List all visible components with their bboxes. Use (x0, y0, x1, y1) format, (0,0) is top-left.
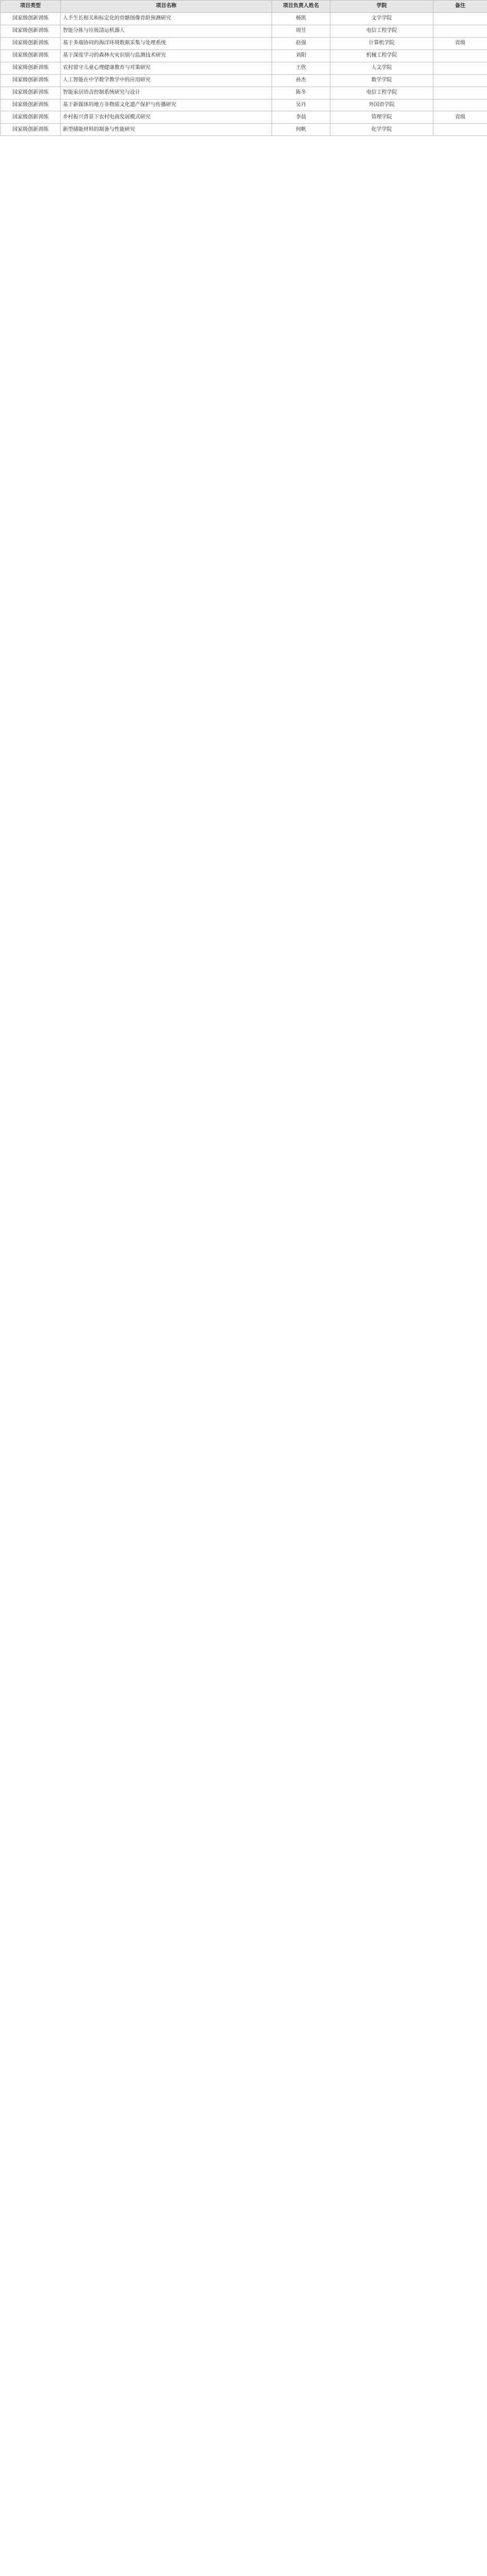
cell-college: 管理学院 (330, 111, 433, 124)
header-project-type: 项目类型 (1, 1, 61, 13)
cell-remark (433, 62, 487, 74)
header-remark: 备注 (433, 1, 487, 13)
cell-leader-name: 王欣 (272, 62, 330, 74)
cell-project-name: 新型储能材料的制备与性能研究 (61, 124, 272, 136)
cell-project-name: 人手生长相关和标定化的骨骼图像骨龄预测研究 (61, 12, 272, 25)
cell-leader-name: 杨凯 (272, 12, 330, 25)
cell-leader-name: 刘阳 (272, 49, 330, 62)
cell-leader-name: 赵强 (272, 37, 330, 49)
header-leader-name: 项目负责人姓名 (272, 1, 330, 13)
cell-project-name: 基于多端协同的海洋环境数据采集与处理系统 (61, 37, 272, 49)
cell-project-type: 国家级创新训练 (1, 25, 61, 37)
cell-college: 数学学院 (330, 74, 433, 87)
header-project-name: 项目名称 (61, 1, 272, 13)
cell-remark (433, 124, 487, 136)
cell-remark: 省级 (433, 111, 487, 124)
table-row (1, 74, 487, 87)
cell-college: 电信工程学院 (330, 25, 433, 37)
cell-college: 电信工程学院 (330, 87, 433, 99)
header-college: 学院 (330, 1, 433, 13)
cell-project-name: 基于深度学习的森林火灾识别与监测技术研究 (61, 49, 272, 62)
cell-remark (433, 12, 487, 25)
cell-project-name: 人工智能在中学数学教学中的应用研究 (61, 74, 272, 87)
cell-college: 化学学院 (330, 124, 433, 136)
table-body (1, 12, 487, 135)
cell-project-type: 国家级创新训练 (1, 74, 61, 87)
cell-project-type: 国家级创新训练 (1, 111, 61, 124)
cell-project-name: 农村留守儿童心理健康教育与对策研究 (61, 62, 272, 74)
cell-college: 人文学院 (330, 62, 433, 74)
table-row (1, 124, 487, 136)
cell-leader-name: 何帆 (272, 124, 330, 136)
cell-project-name: 基于新媒体的地方非物质文化遗产保护与传播研究 (61, 99, 272, 111)
cell-remark (433, 49, 487, 62)
table-row (1, 111, 487, 124)
cell-project-name: 智能家居语音控制系统研究与设计 (61, 87, 272, 99)
cell-project-type: 国家级创新训练 (1, 62, 61, 74)
cell-leader-name: 周昱 (272, 25, 330, 37)
cell-college: 机械工程学院 (330, 49, 433, 62)
cell-remark (433, 25, 487, 37)
cell-project-type: 国家级创新训练 (1, 124, 61, 136)
cell-leader-name: 李晨 (272, 111, 330, 124)
cell-remark (433, 87, 487, 99)
header-row (1, 1, 487, 13)
table-row (1, 99, 487, 111)
cell-project-type: 国家级创新训练 (1, 12, 61, 25)
cell-remark: 省级 (433, 37, 487, 49)
cell-college: 外国语学院 (330, 99, 433, 111)
cell-leader-name: 孙杰 (272, 74, 330, 87)
table-row (1, 37, 487, 49)
table-row (1, 62, 487, 74)
cell-project-type: 国家级创新训练 (1, 37, 61, 49)
project-table (0, 0, 487, 136)
table-row (1, 25, 487, 37)
cell-college: 文学学院 (330, 12, 433, 25)
table-row (1, 12, 487, 25)
cell-remark (433, 99, 487, 111)
cell-college: 计算机学院 (330, 37, 433, 49)
cell-project-name: 乡村振兴背景下农村电商发展模式研究 (61, 111, 272, 124)
cell-leader-name: 吴丹 (272, 99, 330, 111)
cell-project-name: 智能分拣与垃圾清运机器人 (61, 25, 272, 37)
cell-project-type: 国家级创新训练 (1, 49, 61, 62)
table-row (1, 49, 487, 62)
cell-project-type: 国家级创新训练 (1, 87, 61, 99)
cell-remark (433, 74, 487, 87)
cell-leader-name: 陈冬 (272, 87, 330, 99)
cell-project-type: 国家级创新训练 (1, 99, 61, 111)
spreadsheet-view (0, 0, 487, 136)
table-row (1, 87, 487, 99)
